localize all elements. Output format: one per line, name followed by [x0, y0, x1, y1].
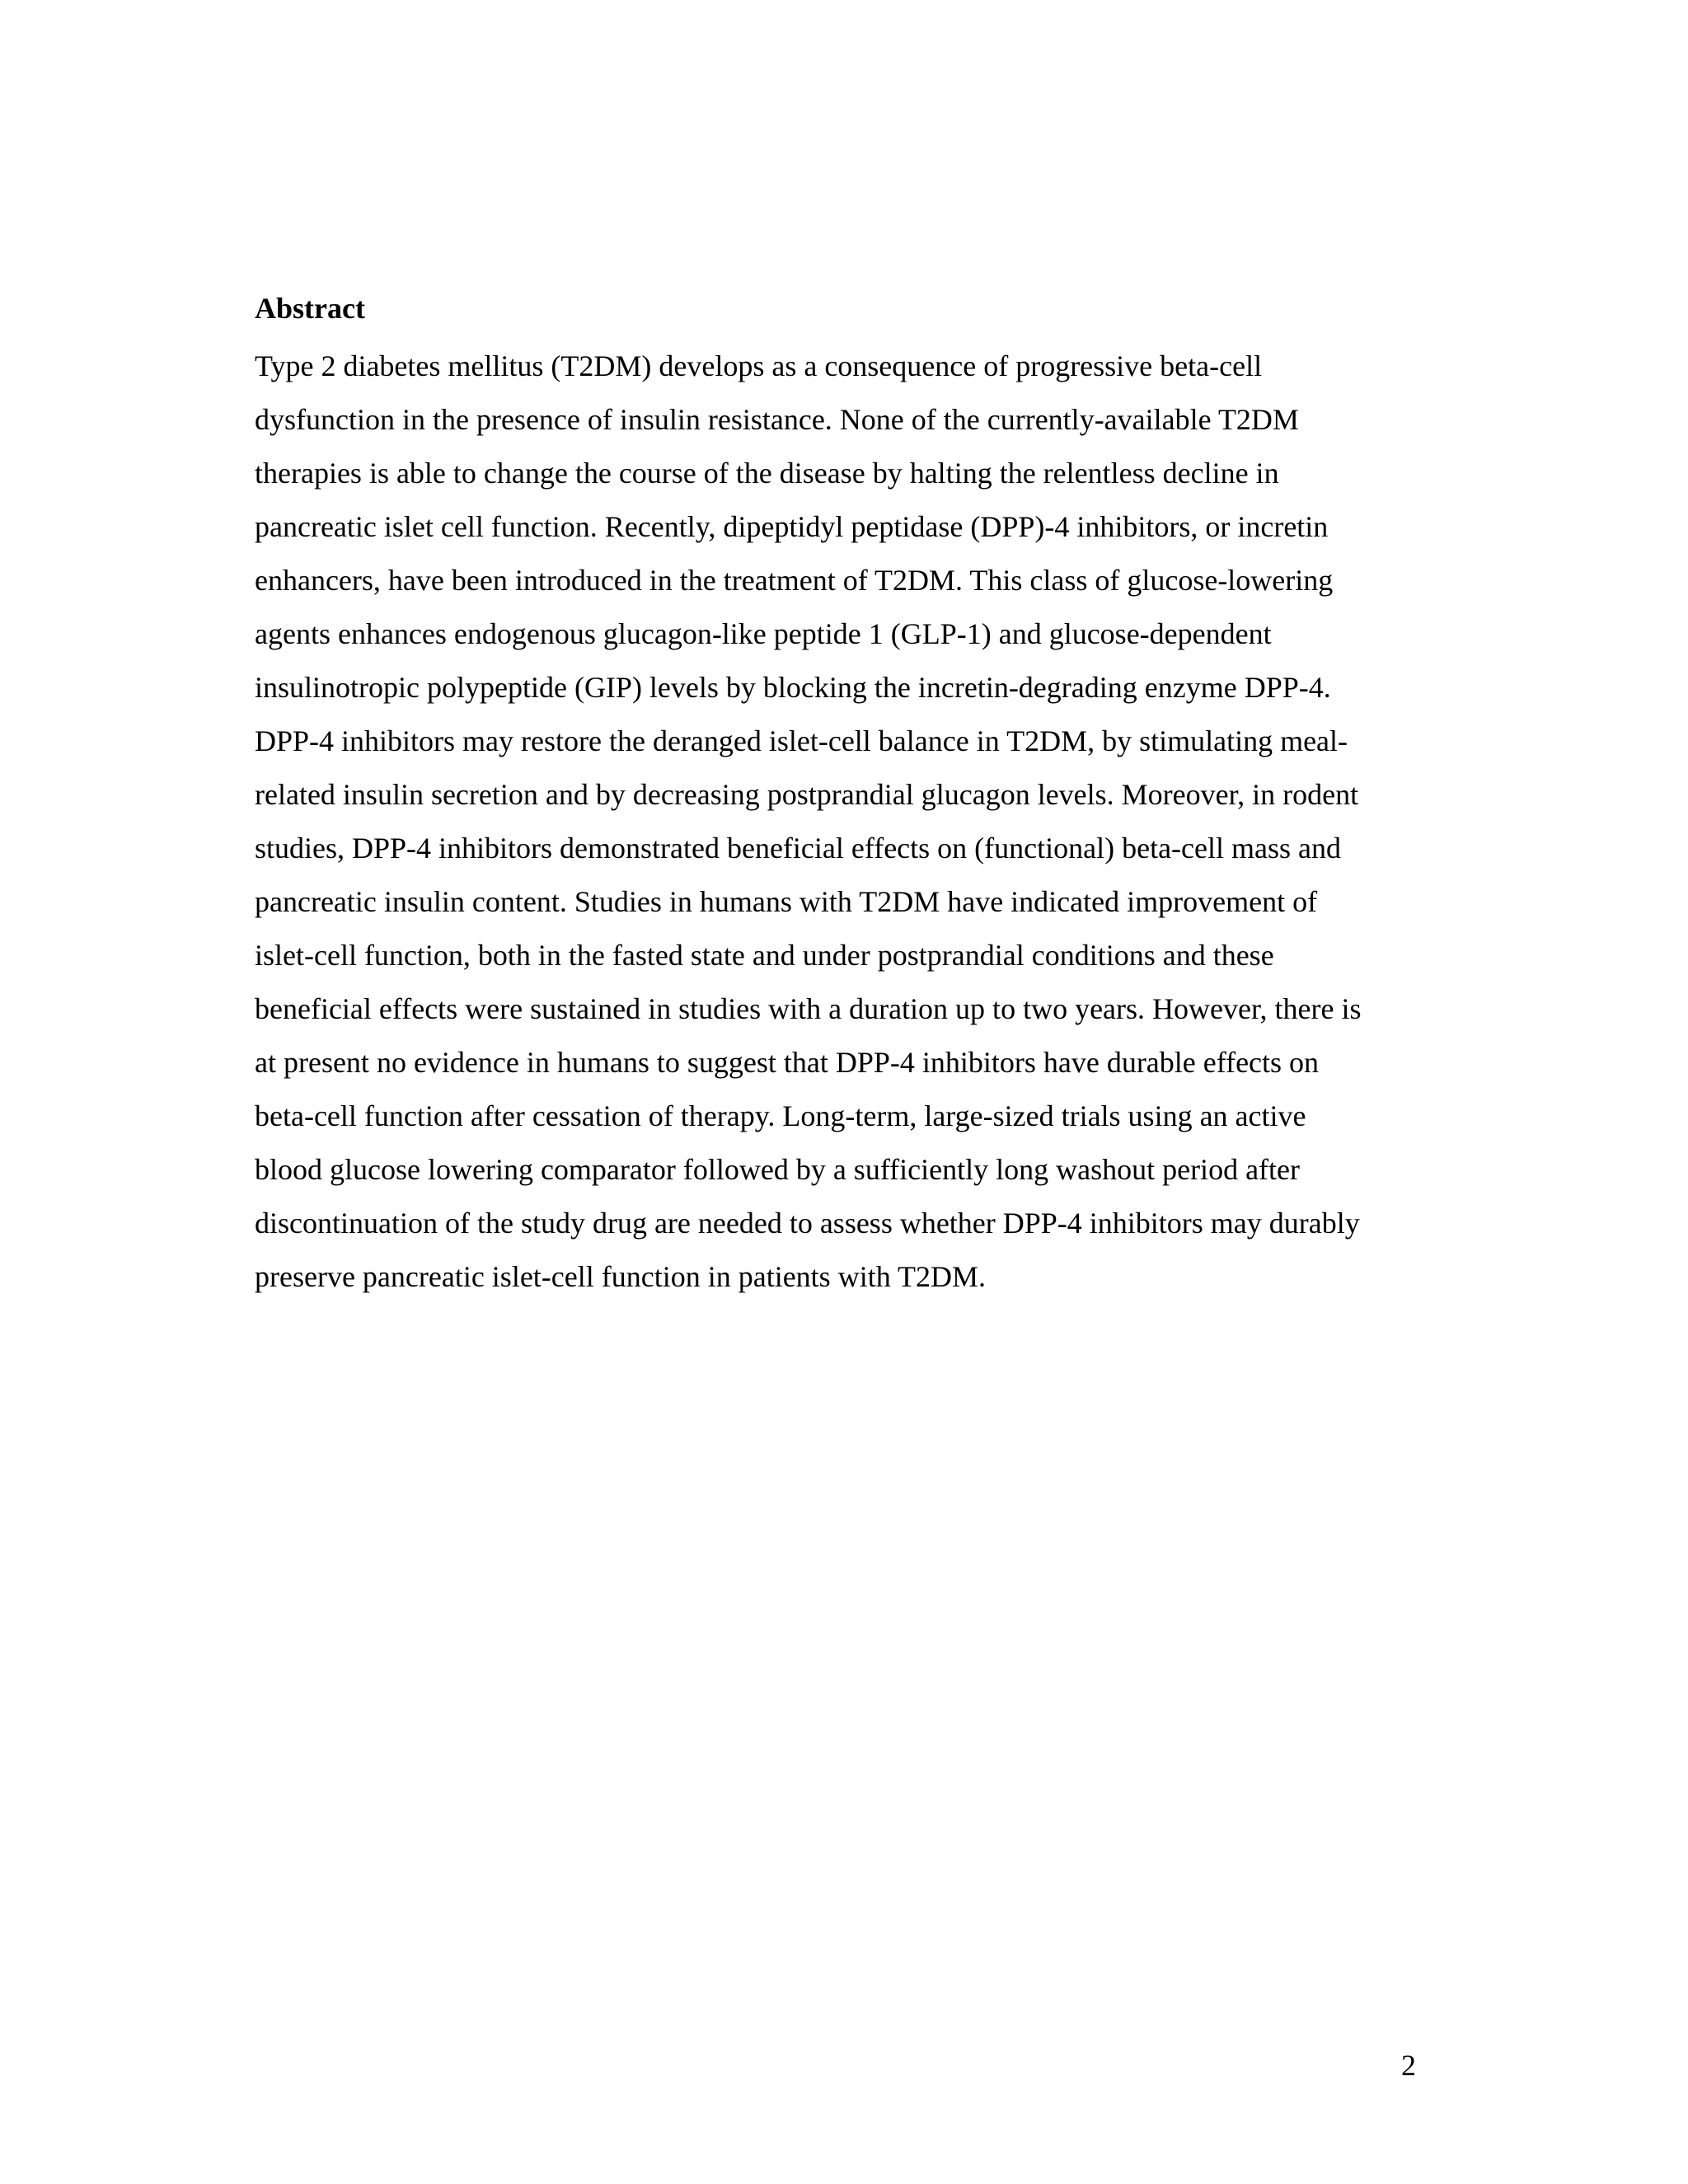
abstract-line: pancreatic islet cell function. Recently, dipeptidyl peptidase (DPP)-4 inhibitors, or incretin [255, 510, 1329, 543]
abstract-line: DPP-4 inhibitors may restore the deranged islet-cell balance in T2DM, by stimulating meal- [255, 724, 1348, 757]
abstract-line: blood glucose lowering comparator followed by a sufficiently long washout period after [255, 1153, 1300, 1186]
abstract-line: discontinuation of the study drug are needed to assess whether DPP-4 inhibitors may durably [255, 1207, 1360, 1240]
page-number: 2 [1401, 2049, 1416, 2082]
abstract-line: at present no evidence in humans to suggest that DPP-4 inhibitors have durable effects on [255, 1046, 1320, 1079]
abstract-line: enhancers, have been introduced in the treatment of T2DM. This class of glucose-lowering [255, 564, 1334, 597]
abstract-line: pancreatic insulin content. Studies in humans with T2DM have indicated improvement of [255, 885, 1318, 918]
abstract-line: Type 2 diabetes mellitus (T2DM) develops as a consequence of progressive beta-cell [255, 349, 1263, 382]
abstract-line: dysfunction in the presence of insulin resistance. None of the currently-available T2DM [255, 403, 1299, 436]
abstract-line: beneficial effects were sustained in studies with a duration up to two years. However, there is [255, 992, 1362, 1025]
abstract-heading: Abstract [255, 292, 365, 325]
abstract-line: related insulin secretion and by decreasing postprandial glucagon levels. Moreover, in rodent [255, 778, 1359, 811]
abstract-line: agents enhances endogenous glucagon-like peptide 1 (GLP-1) and glucose-dependent [255, 617, 1272, 650]
abstract-line: beta-cell function after cessation of therapy. Long-term, large-sized trials using an active [255, 1099, 1306, 1132]
abstract-line: therapies is able to change the course of the disease by halting the relentless decline in [255, 457, 1279, 490]
abstract-paragraph [255, 340, 1361, 1304]
abstract-line: studies, DPP-4 inhibitors demonstrated beneficial effects on (functional) beta-cell mass and [255, 832, 1341, 865]
abstract-line: insulinotropic polypeptide (GIP) levels by blocking the incretin-degrading enzyme DPP-4. [255, 671, 1331, 704]
abstract-line: islet-cell function, both in the fasted state and under postprandial conditions and these [255, 939, 1274, 972]
abstract-line: preserve pancreatic islet-cell function in patients with T2DM. [255, 1260, 987, 1293]
